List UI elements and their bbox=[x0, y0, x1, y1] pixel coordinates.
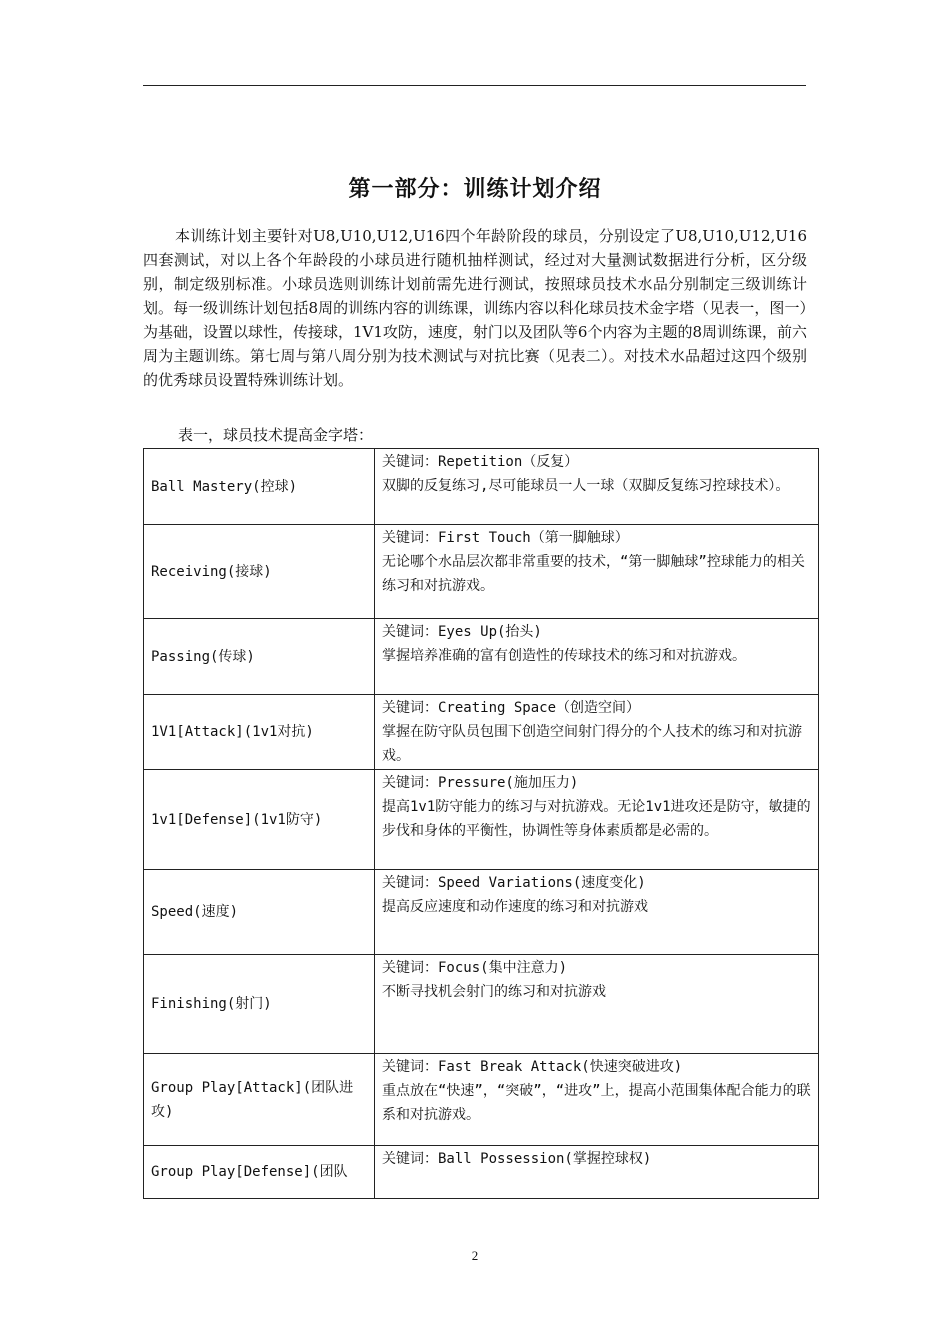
keyword-line: 关键词：Ball Possession(掌握控球权) bbox=[382, 1151, 652, 1167]
keyword-line: 关键词：Focus(集中注意力) bbox=[382, 960, 568, 976]
page-number: 2 bbox=[471, 1248, 479, 1263]
table-row bbox=[144, 955, 819, 1054]
keyword-line: 关键词：Eyes Up(抬头) bbox=[382, 624, 542, 640]
table-row bbox=[144, 1054, 819, 1146]
table-row bbox=[144, 870, 819, 955]
skill-pyramid-table bbox=[143, 448, 819, 1199]
description-cell bbox=[375, 870, 819, 955]
keyword-line: 关键词：Fast Break Attack(快速突破进攻) bbox=[382, 1059, 683, 1075]
keyword-line: 关键词：First Touch（第一脚触球） bbox=[382, 530, 629, 546]
table-row bbox=[144, 1146, 819, 1199]
keyword-line: 关键词：Repetition（反复） bbox=[382, 454, 579, 470]
keyword-line: 关键词：Creating Space（创造空间） bbox=[382, 700, 641, 716]
table-caption: 表一，球员技术提高金字塔： bbox=[178, 426, 374, 444]
skill-cell: Group Play[Defense](团队 bbox=[144, 1146, 375, 1199]
header-rule bbox=[143, 85, 806, 86]
intro-text: 本训练计划主要针对U8,U10,U12,U16四个年龄阶段的球员，分别设定了U8,U10,U12,U16四套测试，对以上各个年龄段的小球员进行随机抽样测试，经过对大量测试数据进行分析，区分级别，制定级别标准。小球员选则训练计划前需先进行测试，按照球员技术水品分别制定三级训练计划。每一级训练计划包括8周的训练内容的训练课，训练内容以科化球员技术金字塔（见表一，图一）为基础，设置以球性，传接球，1V1攻防，速度，射门以及团队等6个内容为主题的8周训练课，前六周为主题训练。第七周与第八周分别为技术测试与对抗比赛（见表二）。对技术水品超过这四个级别的优秀球员设置特殊训练计划。 bbox=[143, 227, 808, 389]
description-text: 重点放在“快速”，“突破”，“进攻”上，提高小范围集体配合能力的联系和对抗游戏。 bbox=[382, 1083, 811, 1123]
description-text: 双脚的反复练习,尽可能球员一人一球（双脚反复练习控球技术）。 bbox=[382, 478, 790, 494]
keyword-line: 关键词：Speed Variations(速度变化) bbox=[382, 875, 646, 891]
skill-cell: Group Play[Attack](团队进攻) bbox=[144, 1054, 375, 1146]
intro-paragraph bbox=[143, 224, 807, 392]
description-cell bbox=[375, 525, 819, 619]
description-cell bbox=[375, 770, 819, 870]
skill-cell: Ball Mastery(控球) bbox=[144, 449, 375, 525]
description-text: 无论哪个水品层次都非常重要的技术，“第一脚触球”控球能力的相关练习和对抗游戏。 bbox=[382, 554, 805, 594]
description-text: 掌握在防守队员包围下创造空间射门得分的个人技术的练习和对抗游戏。 bbox=[382, 724, 802, 764]
keyword-line: 关键词：Pressure(施加压力) bbox=[382, 775, 579, 791]
description-cell bbox=[375, 449, 819, 525]
description-cell bbox=[375, 695, 819, 770]
description-text: 不断寻找机会射门的练习和对抗游戏 bbox=[382, 984, 606, 1000]
table-row bbox=[144, 525, 819, 619]
section-heading: 第一部分：训练计划介绍 bbox=[348, 176, 602, 202]
description-cell bbox=[375, 1146, 819, 1199]
description-cell bbox=[375, 955, 819, 1054]
skill-cell: Finishing(射门) bbox=[144, 955, 375, 1054]
skill-cell: Receiving(接球) bbox=[144, 525, 375, 619]
description-text: 掌握培养准确的富有创造性的传球技术的练习和对抗游戏。 bbox=[382, 648, 746, 664]
table-row bbox=[144, 449, 819, 525]
skill-cell: 1v1[Defense](1v1防守) bbox=[144, 770, 375, 870]
skill-cell: 1V1[Attack](1v1对抗) bbox=[144, 695, 375, 770]
skill-cell: Passing(传球) bbox=[144, 619, 375, 695]
table-row bbox=[144, 770, 819, 870]
description-cell bbox=[375, 1054, 819, 1146]
table-row bbox=[144, 619, 819, 695]
table-row bbox=[144, 695, 819, 770]
description-cell bbox=[375, 619, 819, 695]
description-text: 提高反应速度和动作速度的练习和对抗游戏 bbox=[382, 899, 648, 915]
skill-cell: Speed(速度) bbox=[144, 870, 375, 955]
description-text: 提高1v1防守能力的练习与对抗游戏。无论1v1进攻还是防守，敏捷的步伐和身体的平衡性，协调性等身体素质都是必需的。 bbox=[382, 799, 811, 839]
